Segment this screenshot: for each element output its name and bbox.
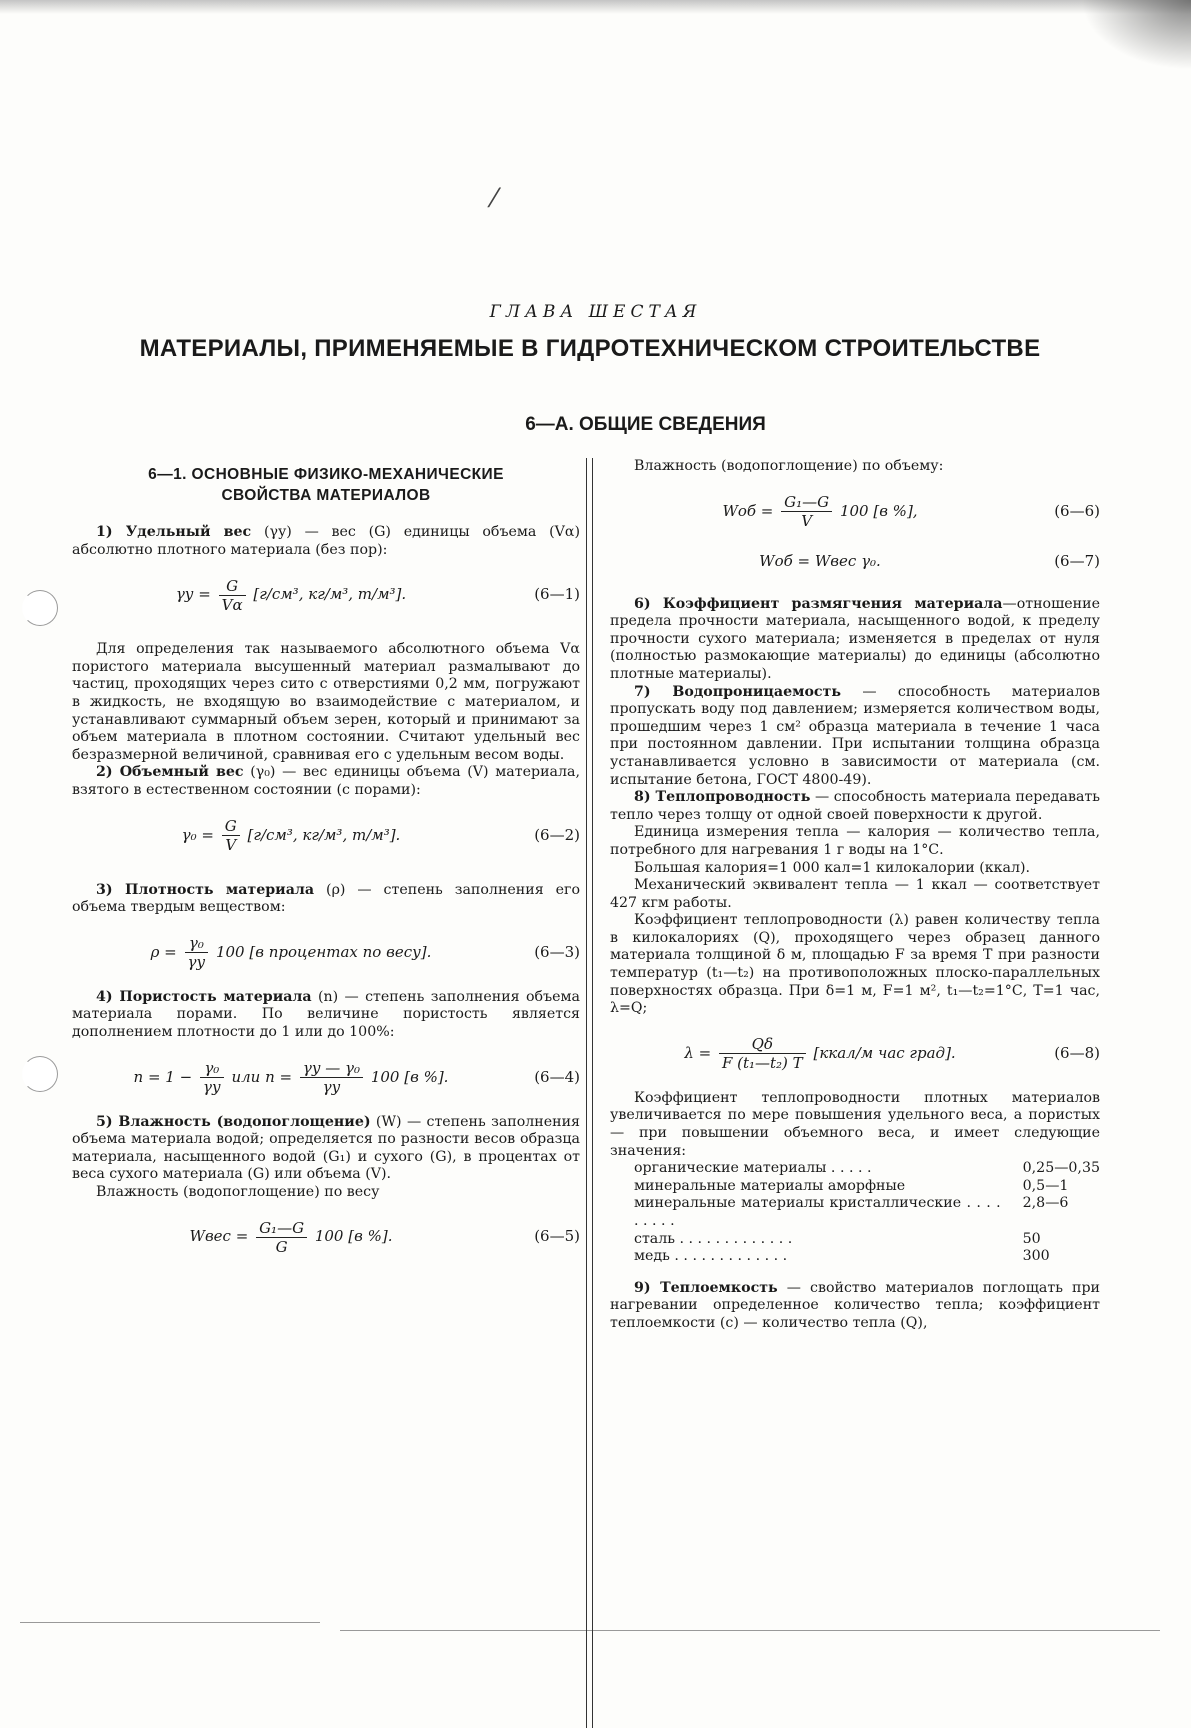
paragraph: Влажность (водопоглощение) по объему: <box>634 458 944 474</box>
equation-number: (6—2) <box>534 825 580 844</box>
equation-number: (6—4) <box>534 1067 580 1086</box>
equation-6-5: Wвес = $\frac{\text{G₁—G}}{G}$ 100 [в %]. (6—5) <box>72 1211 580 1261</box>
paragraph: Влажность (водопоглощение) по весу <box>96 1183 380 1200</box>
paragraph: Механический эквивалент тепла — 1 ккал — соответствует 427 кгм работы. <box>610 877 1100 911</box>
paragraph: Коэффициент теплопроводности плотных материалов увеличивается по мере повышения удельного веса, а пористых — при повышении объемного веса, и имеет следующие значения: <box>610 1089 1100 1159</box>
equation-6-2: γ₀ = $\frac{G}{V}$ [г/см³, кг/м³, т/м³]. (6—2) <box>72 810 580 860</box>
chapter-label: ГЛАВА ШЕСТАЯ <box>489 302 702 322</box>
left-column <box>72 464 580 1273</box>
scan-shadow-top <box>0 0 1191 14</box>
paragraph: 9) Теплоемкость — свойство материалов поглощать при нагревании определенное количество тепла; коэффициент теплоемкости (с) — количество тепла (Q), <box>610 1279 1101 1331</box>
paragraph: Коэффициент теплопроводности (λ) равен количеству тепла в килокалориях (Q), проходящего через образец данного материала толщиной δ м, площадью F за время T при разности температур (t₁—t₂) на противоположных плоско-параллельных поверхностях образца. При δ=1 м, F=1 м², t₁—t₂=1°С, T=1 час, λ=Q; <box>610 912 1100 1017</box>
equation-6-6: Wоб = $\frac{\text{G₁—G}}{V}$ 100 [в %], (6—6) <box>610 486 1100 536</box>
equation-number: (6—8) <box>1054 1043 1100 1062</box>
paragraph: Большая калория=1 000 кал=1 килокалории (ккал). <box>634 859 1031 876</box>
punch-hole-upper <box>22 590 58 626</box>
table-row: сталь . . . . . . . . . . . . . 50 <box>634 1230 1041 1247</box>
table-row: минеральные материалы кристаллические . . . . . . . . . 2,8—6 <box>634 1195 1069 1229</box>
equation-number: (6—3) <box>534 942 580 961</box>
paragraph: 1) Удельный вес (γу) — вес (G) единицы объема (Vα) абсолютно плотного материала (без пор): <box>72 524 580 558</box>
paragraph: 3) Плотность материала (ρ) — степень заполнения его объема твердым веществом: <box>72 881 580 916</box>
paragraph: 7) Водопроницаемость — способность материалов пропускать воду под давлением; измеряется количеством воды, прошедшим через 1 см² образца материала в течение 1 часа при постоянном давлении. При испытании толщина образца устанавливается условно в зависимости от материала (см. испытание бетона, ГОСТ 4800-49). <box>610 683 1100 788</box>
equation-number: (6—7) <box>1054 551 1100 570</box>
bottom-scan-line <box>20 1622 320 1623</box>
page-title: МАТЕРИАЛЫ, ПРИМЕНЯЕМЫЕ В ГИДРОТЕХНИЧЕСКОМ СТРОИТЕЛЬСТВЕ <box>139 335 1041 362</box>
paragraph: Единица измерения тепла — калория — количество тепла, потребного для нагревания 1 г воды на 1°С. <box>610 824 1100 858</box>
equation-6-7: Wоб = Wвес γ₀. (6—7) <box>610 548 1100 574</box>
conductivity-values-table <box>634 1160 1100 1266</box>
punch-hole-lower <box>22 1056 58 1092</box>
subsection-heading: 6—1. ОСНОВНЫЕ ФИЗИКО-МЕХАНИЧЕСКИЕ СВОЙСТВА МАТЕРИАЛОВ <box>148 466 504 504</box>
equation-6-8: λ = $\frac{Q\delta}{\text{F (t₁—t₂) T}}$ [ккал/м час град]. (6—8) <box>610 1028 1100 1078</box>
paragraph: 5) Влажность (водопоглощение) (W) — степень заполнения объема материала водой; определяется по разности весов образца материала, насыщенного водой (G₁) и сухого (G), в процентах от веса сухого материала (G) или объема (V). <box>72 1113 580 1183</box>
bottom-scan-line <box>340 1630 1160 1631</box>
paragraph: 4) Пористость материала (n) — степень заполнения объема материала порами. По величине пористость является дополнением плотности до 1 или до 100%: <box>72 988 580 1040</box>
table-row: минеральные материалы аморфные 0,5—1 <box>634 1177 1069 1194</box>
paragraph: 2) Объемный вес (γ₀) — вес единицы объема (V) материала, взятого в естественном состоянии (с порами): <box>72 764 580 798</box>
right-column <box>610 458 1100 1333</box>
section-heading: 6—А. ОБЩИЕ СВЕДЕНИЯ <box>525 414 766 435</box>
equation-6-4: n = 1 − $\frac{\text{γ₀}}{\gamma у}$ или n = $\frac{\text{γу — γ₀}}{\gamma у}$ 100 [в %]. (6—4) <box>72 1052 580 1102</box>
paragraph: 6) Коэффициент размягчения материала—отношение предела прочности материала, насыщенного водой, к пределу прочности сухого материала; изменяется в пределах от нуля (полностью размокающие материалы) до единицы (абсолютно плотные материалы). <box>610 595 1100 682</box>
paragraph: 8) Теплопроводность — способность материала передавать тепло через толщу от одной своей поверхности к другой. <box>610 789 1100 823</box>
table-row: медь . . . . . . . . . . . . . 300 <box>634 1248 1050 1265</box>
column-divider <box>586 458 593 1728</box>
equation-6-1: γу = $\frac{G}{V\alpha}$ [г/см³, кг/м³, т/м³]. (6—1) <box>72 569 580 619</box>
equation-6-3: ρ = $\frac{\text{γ₀}}{\gamma у}$ 100 [в процентах по весу]. (6—3) <box>72 927 580 977</box>
scan-shadow-corner <box>1081 0 1191 70</box>
equation-number: (6—1) <box>534 585 580 604</box>
stray-mark: ⁄ <box>492 184 497 214</box>
paragraph: Для определения так называемого абсолютного объема Vα пористого материала высушенный материал размалывают до частиц, проходящих через сито с отверстиями 0,2 мм, погружают в жидкость, не входящую во взаимодействие с материалом, и устанавливают суммарный объем зерен, который и принимают за объем материала в плотном состоянии. Считают удельный вес безразмерной величиной, сравнивая его с удельным весом воды. <box>72 641 580 763</box>
equation-number: (6—6) <box>1054 501 1100 520</box>
equation-number: (6—5) <box>534 1227 580 1246</box>
table-row: органические материалы . . . . . 0,25—0,35 <box>634 1160 1100 1177</box>
